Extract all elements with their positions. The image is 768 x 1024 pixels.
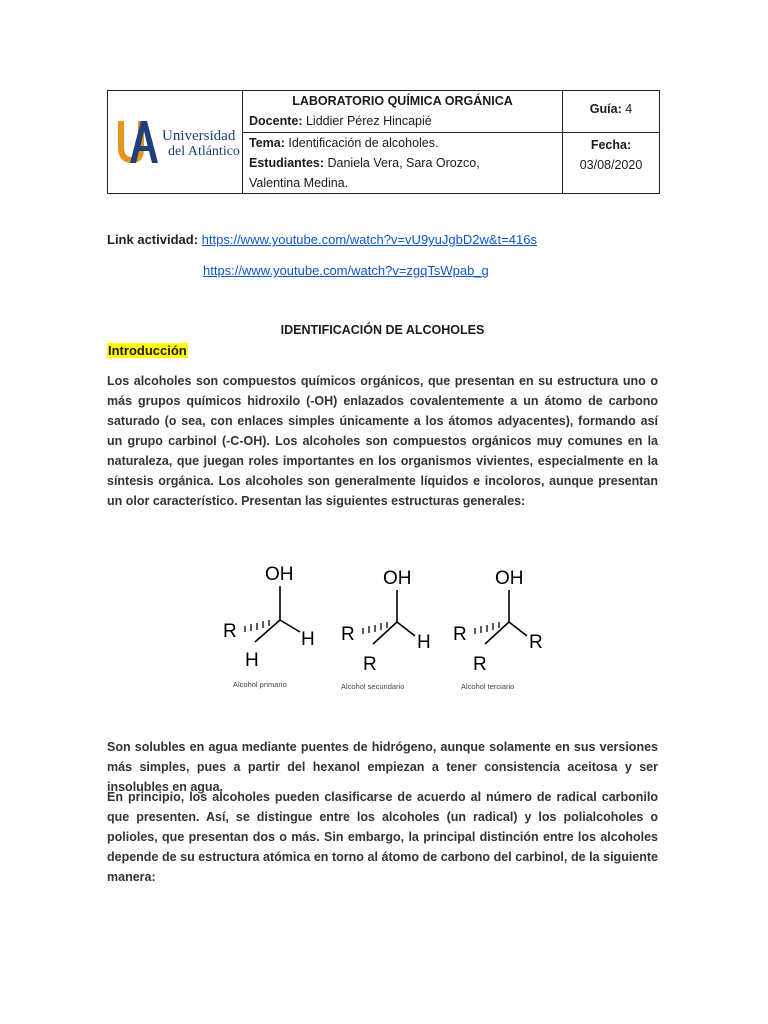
university-logo xyxy=(108,91,242,191)
h-label: H xyxy=(245,650,259,671)
logo-cell xyxy=(108,91,243,194)
logo-text-top: Universidad xyxy=(162,128,236,144)
paragraph-solubility: Son solubles en agua mediante puentes de hidrógeno, aunque solamente en sus versiones más simples, pues a partir del hexanol empiezan a tener consistencia aceitosa y ser insolubles en agua. xyxy=(107,740,658,794)
r-label: R xyxy=(529,632,543,653)
intro-heading: Introducción xyxy=(108,343,187,358)
r-label: R xyxy=(363,654,377,675)
structure-secondary xyxy=(341,568,431,691)
tema-label: Tema: xyxy=(249,136,285,150)
estudiantes-label: Estudiantes: xyxy=(249,156,325,170)
caption-secondary: Alcohol secundario xyxy=(341,682,405,691)
r-label: R xyxy=(341,624,355,645)
structure-primary xyxy=(223,564,315,689)
alcohol-structures-figure xyxy=(215,560,555,700)
guia-label: Guía: xyxy=(589,102,622,116)
link-label: Link actividad: xyxy=(107,232,199,247)
oh-label: OH xyxy=(383,568,412,589)
caption-primary: Alcohol primario xyxy=(233,680,287,689)
youtube-link-1[interactable]: https://www.youtube.com/watch?v=vU9yuJgbD2w&t=416s xyxy=(201,232,537,247)
h-label: H xyxy=(301,629,315,650)
fecha-value: 03/08/2020 xyxy=(579,158,643,172)
youtube-link-2[interactable]: https://www.youtube.com/watch?v=zgqTsWpab_g xyxy=(203,263,489,278)
docente-label: Docente: xyxy=(249,114,303,128)
link-row-2 xyxy=(203,263,489,278)
oh-label: OH xyxy=(265,564,294,585)
docente-value: Liddier Pérez Hincapié xyxy=(305,114,432,128)
estudiantes-value: Daniela Vera, Sara Orozco, xyxy=(327,156,480,170)
r-label: R xyxy=(473,654,487,675)
logo-text-bottom: del Atlántico xyxy=(168,144,240,159)
section-title: IDENTIFICACIÓN DE ALCOHOLES xyxy=(280,323,485,337)
structure-tertiary xyxy=(453,568,543,691)
h-label: H xyxy=(417,632,431,653)
ua-logo-icon xyxy=(108,91,242,191)
guia-cell xyxy=(563,91,660,133)
guia-value: 4 xyxy=(625,102,633,116)
r-label: R xyxy=(223,621,237,642)
fecha-cell xyxy=(563,133,660,194)
link-row-1 xyxy=(107,232,537,247)
header-info-top xyxy=(243,91,563,133)
fecha-label: Fecha: xyxy=(590,138,632,152)
tema-value: Identificación de alcoholes. xyxy=(288,136,439,150)
oh-label: OH xyxy=(495,568,524,589)
paragraph-classification: En principio, los alcoholes pueden clasificarse de acuerdo al número de radical carbonilo que presenten. Así, se distingue entre los alcoholes (un radical) y los polialcoholes o polioles, que presentan dos o más. Sin embargo, la principal distinción entre los alcoholes depende de su estructura atómica en torno al átomo de carbono del carbinol, de la siguiente manera: xyxy=(107,790,658,884)
estudiantes-value-2: Valentina Medina. xyxy=(249,176,349,190)
header-table xyxy=(107,90,660,194)
header-info-bottom xyxy=(243,133,563,194)
caption-tertiary: Alcohol terciario xyxy=(461,682,515,691)
r-label: R xyxy=(453,624,467,645)
lab-title: LABORATORIO QUÍMICA ORGÁNICA xyxy=(292,94,513,108)
paragraph-intro: Los alcoholes son compuestos químicos orgánicos, que presentan en su estructura uno o más grupos químicos hidroxilo (-OH) enlazados covalentemente a un átomo de carbono saturado (o sea, con enlaces simples únicamente a los átomos adyacentes), formando así un grupo carbinol (-C-OH). Los alcoholes son compuestos orgánicos muy comunes en la naturaleza, que juegan roles importantes en los organismos vivientes, especialmente en la síntesis orgánica. Los alcoholes son generalmente líquidos e incoloros, aunque presentan un olor característico. Presentan las siguientes estructuras generales: xyxy=(107,374,658,508)
